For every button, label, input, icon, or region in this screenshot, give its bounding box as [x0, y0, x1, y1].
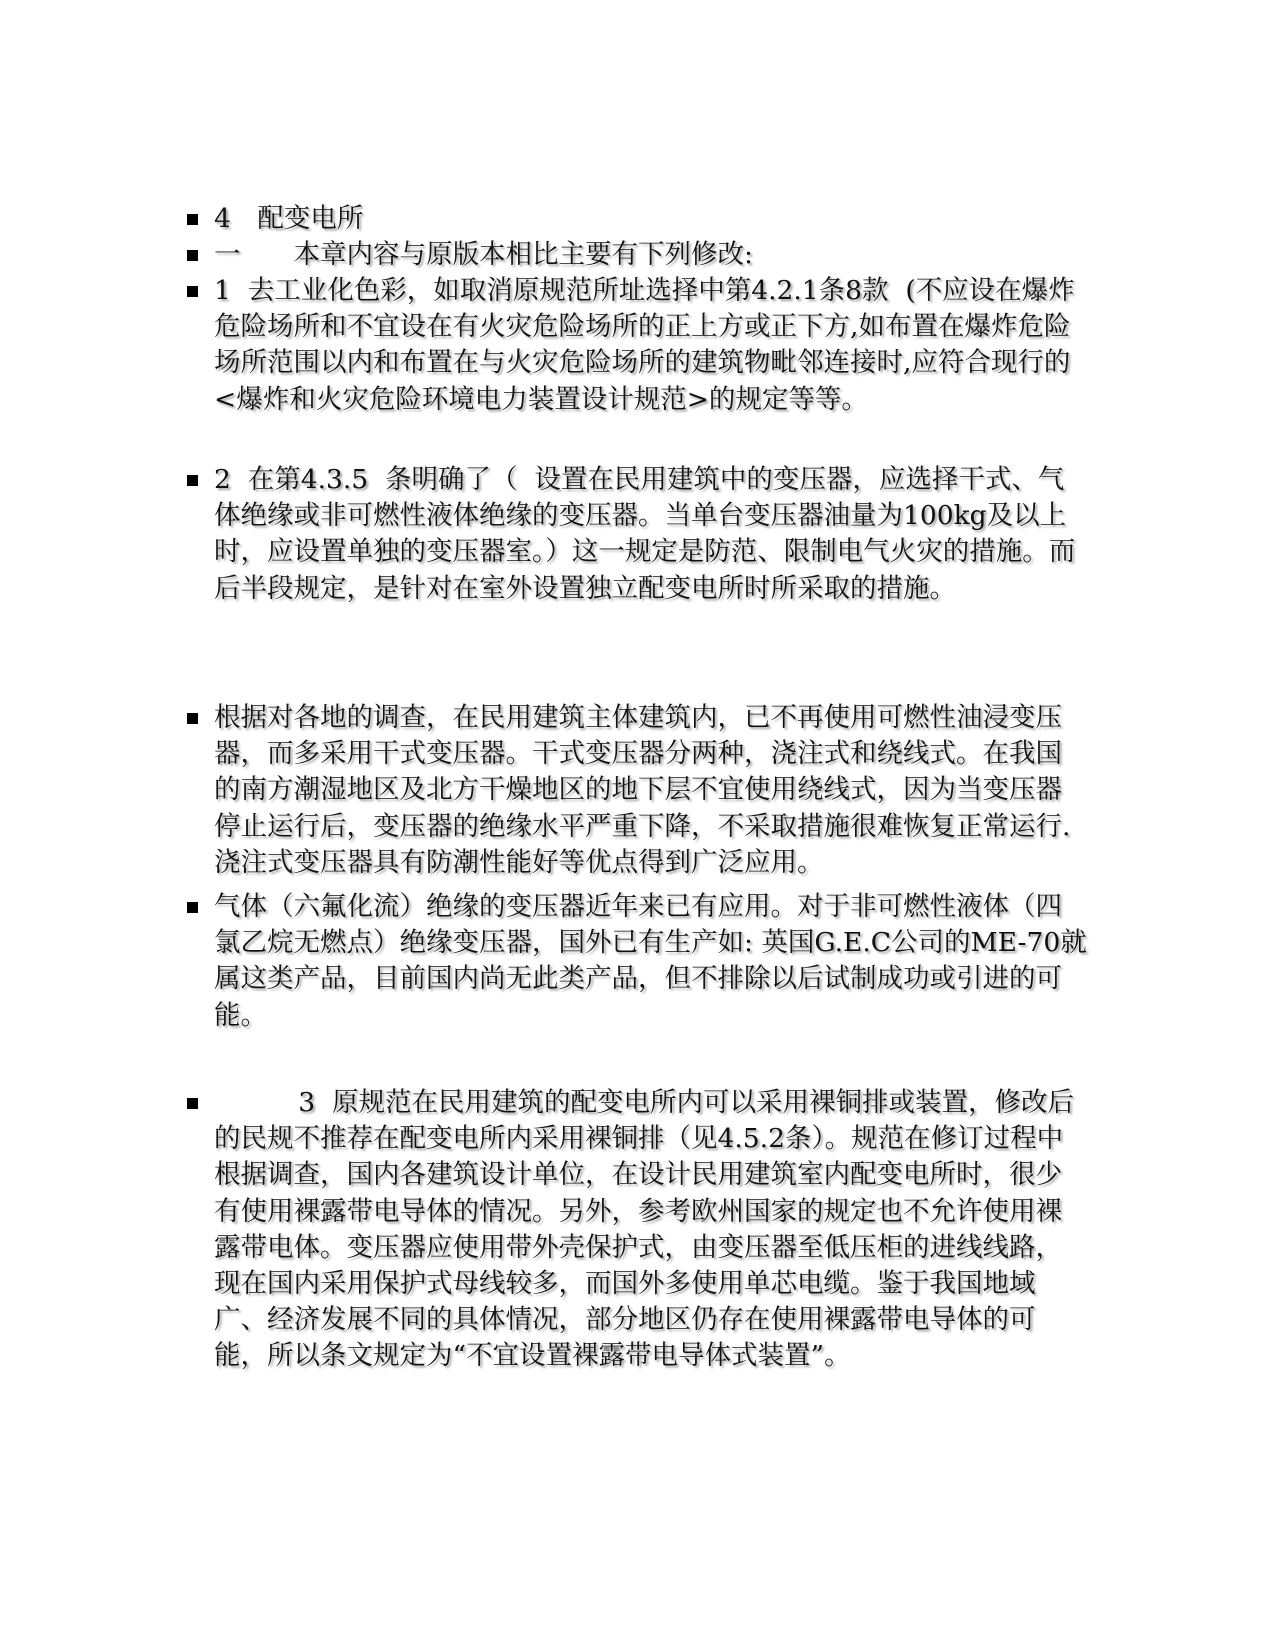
bullet-marker	[187, 462, 214, 498]
paragraph-text: 2 在第4.3.5 条明确了（ 设置在民用建筑中的变压器，应选择干式、气体绝缘或非可燃性液体绝缘的变压器。当单台变压器油量为100kg及以上时，应设置单独的变压器室。）这一规定是防范、限制电气火灾的措施。而后半段规定，是针对在室外设置独立配变电所时所采取的措施。	[214, 464, 1076, 604]
paragraph-text: 根据对各地的调查，在民用建筑主体建筑内，已不再使用可燃性油浸变压器，而多采用干式变压器。干式变压器分两种，浇注式和绕线式。在我国的南方潮湿地区及北方干燥地区的地下层不宜使用绕线式，因为当变压器停止运行后，变压器的绝缘水平严重下降，不采取措施很难恢复正常运行.浇注式变压器具有防潮性能好等优点得到广泛应用。	[214, 702, 1071, 878]
bullet-item	[187, 237, 1087, 273]
section-heading: 4 配变电所	[214, 203, 364, 234]
square-bullet-icon	[187, 713, 198, 724]
paragraph-text: 1 去工业化色彩，如取消原规范所址选择中第4.2.1条8款 (不应设在爆炸危险场所和不宜设在有火灾危险场所的正上方或正下方,如布置在爆炸危险场所范围以内和布置在与火灾危险场所的建筑物毗邻连接时,应符合现行的<爆炸和火灾危险环境电力装置设计规范>的规定等等。	[214, 275, 1075, 415]
bullet-item	[187, 462, 1087, 607]
bullet-marker	[187, 237, 214, 273]
bullet-item	[187, 201, 1087, 237]
square-bullet-icon	[187, 475, 198, 486]
bullet-marker	[187, 1085, 214, 1121]
bullet-item	[187, 1085, 1087, 1375]
paragraph-text: 气体（六氟化流）绝缘的变压器近年来已有应用。对于非可燃性液体（四氯乙烷无燃点）绝缘变压器，国外已有生产如: 英国G.E.C公司的ME-70就属这类产品，目前国内尚无此类产品，但不排除以后试制成功或引进的可能。	[214, 891, 1087, 1031]
bullet-marker	[187, 889, 214, 925]
square-bullet-icon	[187, 214, 198, 225]
bullet-item	[187, 700, 1087, 881]
bullet-item	[187, 273, 1087, 418]
paragraph-text: 3 原规范在民用建筑的配变电所内可以采用裸铜排或装置，修改后的民规不推荐在配变电所内采用裸铜排（见4.5.2条）。规范在修订过程中 根据调查，国内各建筑设计单位，在设计民用建筑室内配变电所时，很少有使用裸露带电导体的情况。另外，参考欧州国家的规定也不允许使用裸露带电体。变压器应使用带外壳保护式，由变压器至低压柜的进线线路，现在国内采用保护式母线较多，而国外多使用单芯电缆。鉴于我国地域广、经济发展不同的具体情况，部分地区仍存在使用裸露带电导体的可能，所以条文规定为“不宜设置裸露带电导体式装置”。	[214, 1087, 1081, 1372]
paragraph-text: 一 本章内容与原版本相比主要有下列修改:	[214, 239, 753, 270]
bullet-marker	[187, 201, 214, 237]
bullet-item	[187, 889, 1087, 1034]
square-bullet-icon	[187, 902, 198, 913]
bullet-marker	[187, 700, 214, 736]
square-bullet-icon	[187, 250, 198, 261]
square-bullet-icon	[187, 286, 198, 297]
bullet-marker	[187, 273, 214, 309]
square-bullet-icon	[187, 1098, 198, 1109]
